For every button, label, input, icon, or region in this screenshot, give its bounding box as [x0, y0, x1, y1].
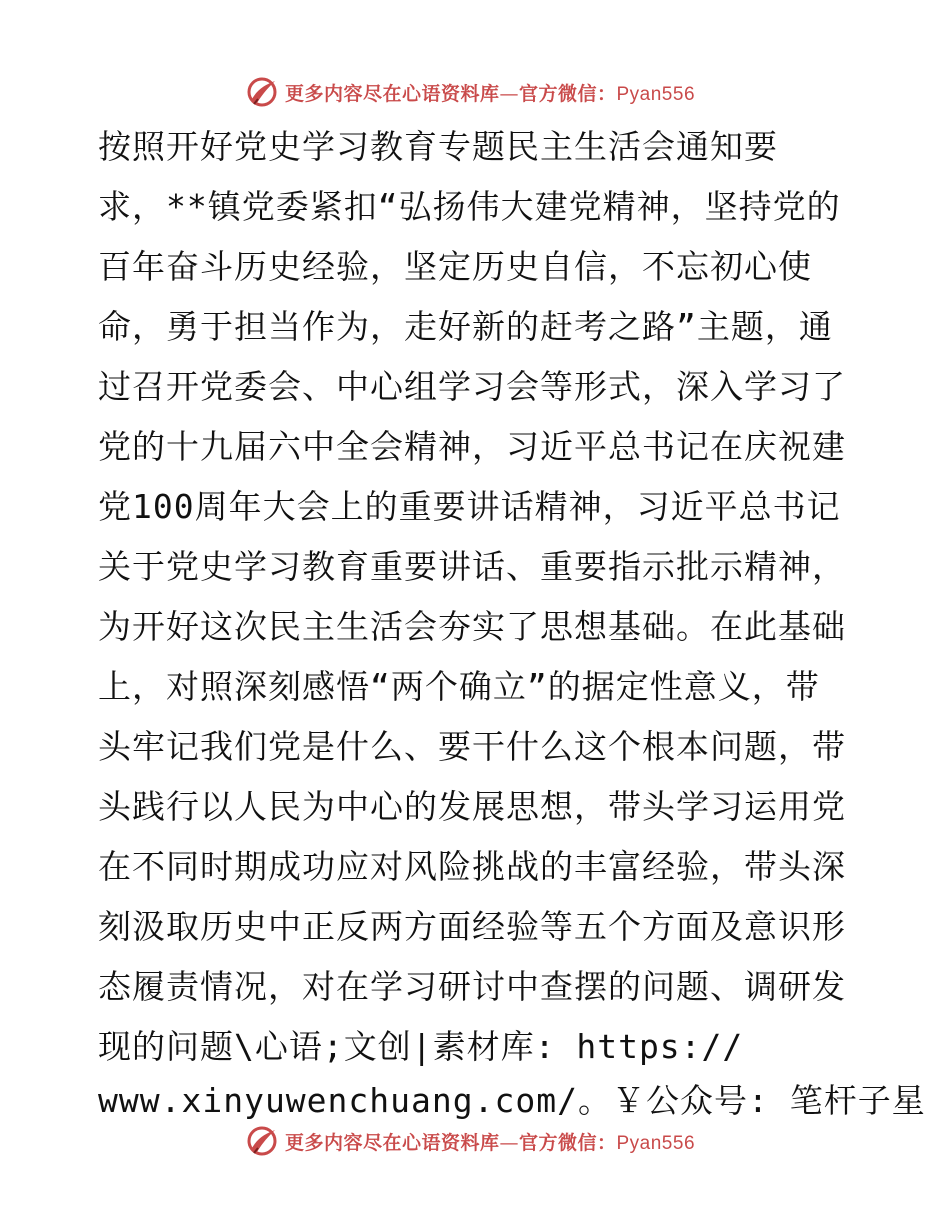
watermark-text: [285, 1128, 695, 1155]
text-line: 党的十九届六中全会精神，习近平总书记在庆祝建: [98, 427, 846, 466]
text-line: 在不同时期成功应对风险挑战的丰富经验，带头深: [98, 847, 846, 886]
text-line: 百年奋斗历史经验，坚定历史自信，不忘初心使: [98, 247, 812, 286]
watermark-account: Pyan556: [616, 1132, 696, 1154]
text-line: 按照开好党史学习教育专题民主生活会通知要: [98, 127, 778, 166]
text-line: 党100周年大会上的重要讲话精神，习近平总书记: [98, 487, 841, 526]
text-line: 头牢记我们党是什么、要干什么这个根本问题，带: [98, 727, 846, 766]
watermark-separator: —: [499, 82, 519, 105]
text-line: 命，勇于担当作为，走好新的赶考之路”主题，通: [98, 307, 833, 346]
pen-logo-icon: [245, 1124, 279, 1158]
text-line: 求，**镇党委紧扣“弘扬伟大建党精神，坚持党的: [98, 187, 841, 226]
text-line: www.xinyuwenchuang.com/。￥公众号: 笔杆子星: [98, 1081, 926, 1120]
watermark-brand: 更多内容尽在心语资料库: [284, 82, 500, 105]
watermark-brand: 更多内容尽在心语资料库: [284, 1131, 500, 1154]
watermark-separator: —: [499, 1131, 519, 1154]
watermark-banner-bottom: [0, 1121, 950, 1161]
watermark-account: Pyan556: [616, 83, 696, 105]
watermark-wechat-label: 官方微信：: [518, 82, 617, 105]
text-line: 关于党史学习教育重要讲话、重要指示批示精神，: [98, 547, 846, 586]
text-line: 为开好这次民主生活会夯实了思想基础。在此基础: [98, 607, 846, 646]
text-line: 刻汲取历史中正反两方面经验等五个方面及意识形: [98, 907, 846, 946]
text-line: 态履责情况，对在学习研讨中查摆的问题、调研发: [98, 967, 846, 1006]
watermark-row: [245, 1124, 695, 1158]
text-line: 头践行以人民为中心的发展思想，带头学习运用党: [98, 787, 846, 826]
text-line: 现的问题\心语;文创|素材库: https://: [98, 1027, 744, 1066]
watermark-wechat-label: 官方微信：: [518, 1131, 617, 1154]
text-line: 上，对照深刻感悟“两个确立”的据定性意义，带: [98, 667, 820, 706]
text-line: 过召开党委会、中心组学习会等形式，深入学习了: [98, 367, 846, 406]
